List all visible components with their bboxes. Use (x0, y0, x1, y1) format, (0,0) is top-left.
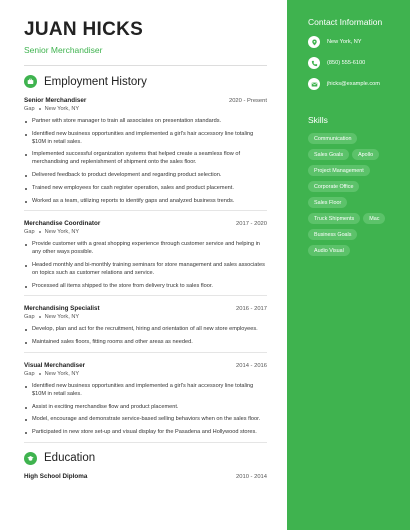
job-dates: 2017 - 2020 (236, 221, 267, 228)
contact-phone-text: (850) 555-6100 (327, 60, 366, 66)
job-company: Gap (24, 314, 35, 321)
bullet-item: Trained new employees for cash register operation, sales and product placement. (24, 185, 267, 193)
separator-dot (39, 373, 41, 375)
bullet-item: Maintained sales floors, fitting rooms and other areas as needed. (24, 339, 267, 347)
job-company: Gap (24, 106, 35, 112)
employment-title: Employment History (44, 75, 147, 88)
bullet-item: Model, encourage and demonstrate service-based selling behaviors when on the sales floor. (24, 416, 267, 424)
job-company: Gap (24, 229, 35, 236)
skill-pill: Business Goals (308, 229, 357, 240)
education-dates: 2010 - 2014 (236, 473, 267, 480)
job-bullets (24, 383, 267, 437)
skill-pill: Corporate Office (308, 181, 359, 192)
education-title: Education (44, 452, 96, 465)
job-location: New York, NY (44, 314, 80, 321)
job-bullets (24, 118, 267, 205)
job-title: Senior Merchandiser (24, 97, 87, 104)
education-entry (24, 473, 267, 480)
graduation-cap-icon (24, 452, 37, 465)
job-title: Merchandise Coordinator (24, 220, 101, 228)
contact-location-text: New York, NY (327, 39, 362, 45)
bullet-item: Assist in exciting merchandise flow and product placement. (24, 404, 267, 412)
bullet-item: Develop, plan and act for the recruitment, hiring and orientation of all new store employees. (24, 326, 267, 334)
bullet-item: Partner with store manager to train all associates on presentation standards. (24, 118, 267, 126)
job-dates: 2014 - 2016 (236, 362, 267, 369)
bullet-item: Processed all items shipped to the store from delivery truck to sales floor. (24, 283, 267, 291)
skills-title: Skills (308, 115, 328, 125)
skill-pill: Project Management (308, 165, 370, 176)
job-entry (24, 220, 267, 296)
sidebar (287, 0, 410, 530)
contact-location (308, 36, 400, 48)
job-location: New York, NY (44, 229, 80, 236)
bullet-item: Delivered feedback to product development and regarding product selection. (24, 172, 267, 180)
education-degree: High School Diploma (24, 472, 88, 480)
bullet-item: Provide customer with a great shopping experience through customer service and helping in any other ways possible. (24, 241, 267, 257)
job-entry (24, 305, 267, 353)
separator-dot (39, 108, 41, 110)
job-location: New York, NY (44, 106, 80, 112)
job-location: New York, NY (44, 370, 80, 377)
job-divider (24, 295, 267, 296)
header-divider (24, 65, 267, 66)
bullet-item: Participated in new store set-up and visual display for the Pasadena and Hollywood stores. (24, 429, 267, 437)
skill-pill: Sales Goals (308, 149, 349, 160)
contact-phone (308, 57, 400, 69)
contact-title: Contact Information (308, 17, 383, 27)
skill-pill: Truck Shipments (308, 213, 360, 224)
bullet-item: Worked as a team, utilizing reports to identify gaps and analyzed business trends. (24, 198, 267, 206)
job-bullets (24, 326, 267, 347)
skill-pill: Mac (363, 213, 385, 224)
job-title: Merchandising Specialist (24, 305, 100, 313)
phone-icon (308, 57, 320, 69)
candidate-name: JUAN HICKS (24, 19, 144, 40)
education-section-header (24, 452, 267, 465)
envelope-icon (308, 78, 320, 90)
contact-email-text: jhicks@example.com (327, 81, 380, 87)
map-pin-icon (308, 36, 320, 48)
skill-pill: Apollo (352, 149, 379, 160)
bullet-item: Identified new business opportunities and implemented a girl's hair accessory line totaling $10M in retail sales. (24, 131, 267, 147)
bullet-item: Implemented successful organization systems that helped create a seamless flow of merchandising and replenishment of shipment onto the sales floor. (24, 151, 267, 167)
job-title: Visual Merchandiser (24, 361, 86, 369)
job-divider (24, 210, 267, 211)
job-entry (24, 97, 267, 211)
briefcase-icon (24, 75, 37, 88)
separator-dot (39, 231, 41, 233)
job-dates: 2020 - Present (228, 98, 267, 104)
skill-pill: Audio Visual (308, 245, 350, 256)
bullet-item: Identified new business opportunities and implemented a girl's hair accessory line totaling $10M in retail sales. (24, 383, 267, 399)
candidate-role: Senior Merchandiser (24, 45, 103, 55)
job-company: Gap (24, 370, 35, 377)
separator-dot (39, 316, 41, 318)
employment-section-header (24, 75, 267, 88)
contact-email (308, 78, 400, 90)
job-divider (24, 442, 267, 443)
job-dates: 2016 - 2017 (236, 306, 267, 313)
job-bullets (24, 241, 267, 290)
skills-list (308, 133, 400, 261)
skill-pill: Sales Floor (308, 197, 347, 208)
bullet-item: Headed monthly and bi-monthly training seminars for store management and sales associates on topics such as customer relations and service. (24, 262, 267, 278)
job-entry (24, 362, 267, 443)
job-divider (24, 352, 267, 353)
skill-pill: Communication (308, 133, 357, 144)
